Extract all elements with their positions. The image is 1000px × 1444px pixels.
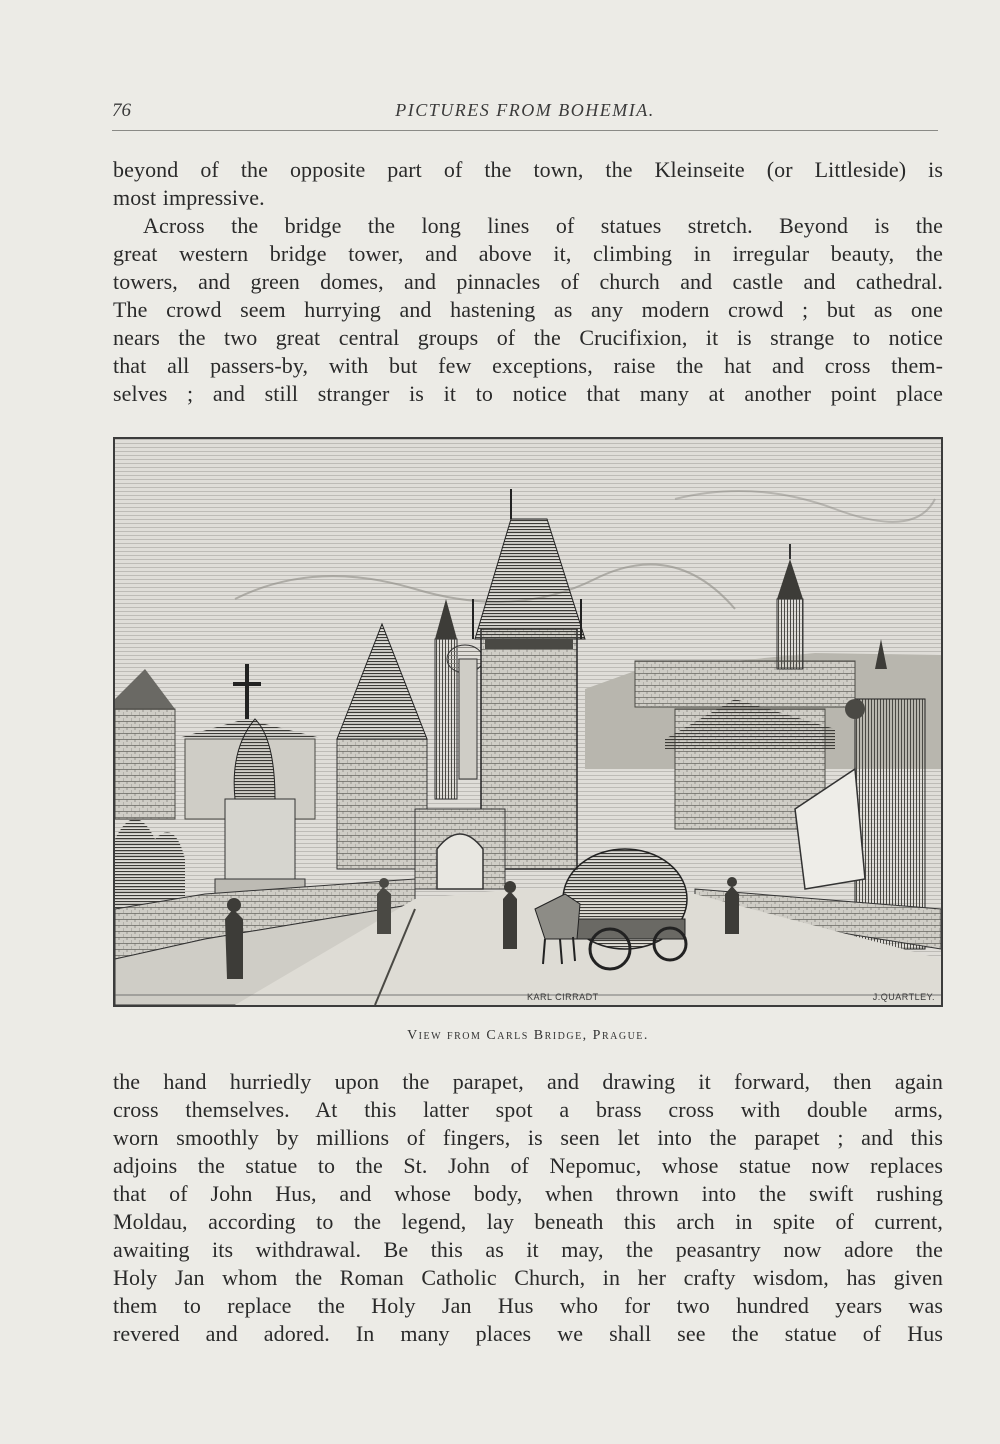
bridge-engraving <box>115 439 941 1005</box>
text-line: awaiting its withdrawal. Be this as it may, the peasantry now adore the <box>113 1237 943 1262</box>
engraving-illustration <box>113 437 943 1007</box>
text-line: them to replace the Holy Jan Hus who for two hundred years was <box>113 1293 943 1318</box>
text-line: Moldau, according to the legend, lay beneath this arch in spite of current, <box>113 1209 943 1234</box>
running-head <box>112 96 938 131</box>
text-line: selves ; and still stranger is it to notice that many at another point place <box>113 381 943 406</box>
text-line: Holy Jan whom the Roman Catholic Church, in her crafty wisdom, has given <box>113 1265 943 1290</box>
text-line: towers, and green domes, and pinnacles of church and castle and cathedral. <box>113 269 943 294</box>
text-line: nears the two great central groups of the Crucifixion, it is strange to notice <box>113 325 943 350</box>
text-line: worn smoothly by millions of fingers, is seen let into the parapet ; and this <box>113 1125 943 1150</box>
castle-building <box>635 661 855 707</box>
text-line: that all passers-by, with but few exceptions, raise the hat and cross them- <box>113 353 943 378</box>
gate-arch <box>437 834 483 889</box>
body-text-top <box>113 156 943 408</box>
engraver-signature: KARL CIRRADT <box>527 992 599 1002</box>
text-line: cross themselves. At this latter spot a brass cross with double arms, <box>113 1097 943 1122</box>
left-house <box>115 709 175 819</box>
text-line: that of John Hus, and whose body, when thrown into the swift rushing <box>113 1181 943 1206</box>
figure-caption: View from Carls Bridge, Prague. <box>407 1028 649 1043</box>
text-line: The crowd seem hurrying and hastening as any modern crowd ; but as one <box>113 297 943 322</box>
text-line: the hand hurriedly upon the parapet, and drawing it forward, then again <box>113 1069 943 1094</box>
text-line: beyond of the opposite part of the town, the Kleinseite (or Littleside) is <box>113 157 943 182</box>
text-line: revered and adored. In many places we shall see the statue of Hus <box>113 1321 943 1346</box>
text-line: Across the bridge the long lines of statues stretch. Beyond is the <box>143 213 943 238</box>
text-line: adjoins the statue to the St. John of Nepomuc, whose statue now replaces <box>113 1153 943 1178</box>
body-text-bottom <box>113 1068 943 1348</box>
artist-signature: J.QUARTLEY. <box>872 992 935 1002</box>
page-number: 76 <box>112 100 131 121</box>
text-line: great western bridge tower, and above it, climbing in irregular beauty, the <box>113 241 943 266</box>
running-title: PICTURES FROM BOHEMIA. <box>395 100 655 120</box>
text-line: most impressive. <box>113 185 265 210</box>
